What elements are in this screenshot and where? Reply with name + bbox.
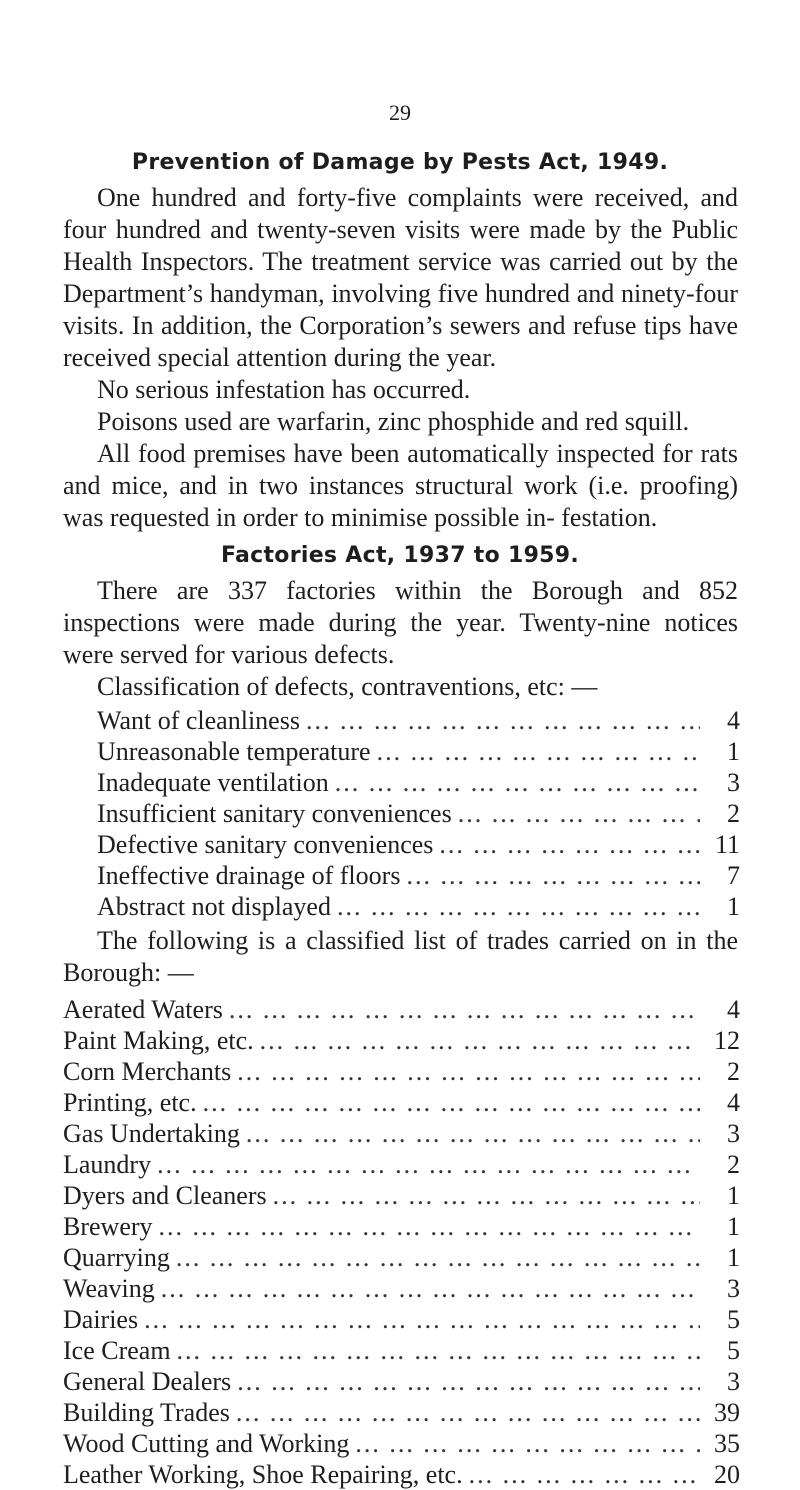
leader-dots	[176, 1242, 700, 1273]
trade-label: Wood Cutting and Working	[63, 1429, 350, 1458]
trade-label: Paint Making, etc.	[63, 1026, 254, 1055]
trade-count: 1	[727, 1212, 740, 1241]
trade-count: 39	[714, 1398, 740, 1427]
list-item	[63, 1180, 740, 1211]
defect-count: 3	[727, 768, 740, 797]
pests-paragraph-complaints: One hundred and forty-five complaints were received, and four hundred and twenty-seven visits were made by the Public Health Inspectors. The treatment service was carried out by the Department’s handyman, involving five hundred and ninety-four visits. In addition, the Corporation’s sewers and refuse tips have received special attention during the year.	[63, 183, 738, 372]
trade-count: 2	[727, 1150, 740, 1179]
leader-dots	[144, 1304, 700, 1335]
list-item	[63, 1459, 740, 1490]
trade-label: Gas Undertaking	[63, 1119, 240, 1148]
defects-list	[97, 705, 740, 922]
list-item	[97, 736, 740, 767]
list-item	[97, 829, 740, 860]
defect-label: Abstract not displayed	[97, 892, 331, 921]
defect-label: Want of cleanliness	[97, 706, 300, 735]
leader-dots	[306, 705, 700, 736]
list-item	[63, 1428, 740, 1459]
trade-label: Aerated Waters	[63, 995, 223, 1024]
trade-count: 5	[727, 1305, 740, 1334]
leader-dots	[439, 829, 700, 860]
leader-dots	[355, 1428, 700, 1459]
trade-count: 4	[727, 995, 740, 1024]
defect-count: 7	[727, 861, 740, 890]
leader-dots	[273, 1180, 700, 1211]
page-number: 29	[389, 100, 411, 125]
trade-label: Leather Working, Shoe Repairing, etc.	[63, 1460, 463, 1489]
leader-dots	[157, 1149, 700, 1180]
list-item	[97, 798, 740, 829]
leader-dots	[161, 1273, 700, 1304]
leader-dots	[159, 1211, 700, 1242]
factories-paragraph-intro: There are 337 factories within the Borough and 852 inspections were made during the year. Twenty-nine notices were served for various defects.	[63, 576, 738, 669]
leader-dots	[203, 1087, 700, 1118]
trade-count: 4	[727, 1088, 740, 1117]
trade-count: 1	[727, 1181, 740, 1210]
defect-count: 1	[727, 892, 740, 921]
pests-paragraph-food-premises: All food premises have been automatically inspected for rats and mice, and in two instances structural work (i.e. proofing) was requested in order to minimise possible in- festation.	[63, 439, 738, 532]
trade-label: Corn Merchants	[63, 1057, 232, 1086]
list-item	[63, 1118, 740, 1149]
trade-label: Weaving	[63, 1274, 155, 1303]
list-item	[63, 1397, 740, 1428]
pests-paragraph-poisons: Poisons used are warfarin, zinc phosphide and red squill.	[97, 407, 690, 436]
defect-count: 11	[714, 830, 740, 859]
leader-dots	[335, 767, 700, 798]
leader-dots	[237, 1366, 700, 1397]
defect-label: Defective sanitary conveniences	[97, 830, 434, 859]
list-item	[63, 1211, 740, 1242]
pests-paragraph-infestation: No serious infestation has occurred.	[97, 375, 471, 404]
list-item	[97, 767, 740, 798]
leader-dots	[377, 736, 700, 767]
trade-label: Dyers and Cleaners	[63, 1181, 267, 1210]
trade-label: Brewery	[63, 1212, 153, 1241]
list-item	[63, 1273, 740, 1304]
list-item	[63, 1242, 740, 1273]
list-item	[63, 1335, 740, 1366]
list-item	[63, 994, 740, 1025]
trade-count: 12	[714, 1026, 740, 1055]
list-item	[63, 1366, 740, 1397]
defect-label: Ineffective drainage of floors	[97, 861, 401, 890]
list-item	[63, 1149, 740, 1180]
trade-count: 1	[727, 1243, 740, 1272]
leader-dots	[406, 860, 700, 891]
list-item	[97, 860, 740, 891]
list-item	[63, 1304, 740, 1335]
trade-label: General Dealers	[63, 1367, 232, 1396]
trade-count: 3	[727, 1367, 740, 1396]
trade-count: 2	[727, 1057, 740, 1086]
leader-dots	[236, 1397, 700, 1428]
leader-dots	[458, 798, 700, 829]
factories-act-heading: Factories Act, 1937 to 1959.	[220, 543, 580, 568]
trade-label: Quarrying	[63, 1243, 170, 1272]
defect-count: 2	[727, 799, 740, 828]
trade-label: Printing, etc.	[63, 1088, 197, 1117]
classification-intro: Classification of defects, contraventions, etc: —	[97, 672, 598, 701]
defect-count: 4	[727, 706, 740, 735]
leader-dots	[469, 1459, 700, 1490]
leader-dots	[260, 1025, 700, 1056]
defect-label: Unreasonable temperature	[97, 737, 371, 766]
leader-dots	[337, 891, 700, 922]
trade-label: Laundry	[63, 1150, 152, 1179]
leader-dots	[246, 1118, 700, 1149]
list-item	[63, 1056, 740, 1087]
trade-count: 35	[714, 1429, 740, 1458]
trade-label: Ice Cream	[63, 1336, 171, 1365]
trade-count: 3	[727, 1119, 740, 1148]
trade-count: 5	[727, 1336, 740, 1365]
trade-count: 20	[714, 1460, 740, 1489]
trades-intro: The following is a classified list of trades carried on in the Borough: —	[63, 926, 738, 987]
leader-dots	[229, 994, 700, 1025]
defect-count: 1	[727, 737, 740, 766]
leader-dots	[237, 1056, 700, 1087]
defect-label: Inadequate ventilation	[97, 768, 329, 797]
leader-dots	[177, 1335, 700, 1366]
list-item	[63, 1025, 740, 1056]
pests-act-heading: Prevention of Damage by Pests Act, 1949.	[131, 150, 669, 175]
defect-label: Insufficient sanitary conveniences	[97, 799, 452, 828]
list-item	[63, 1087, 740, 1118]
trade-label: Building Trades	[63, 1398, 230, 1427]
trade-count: 3	[727, 1274, 740, 1303]
trade-label: Dairies	[63, 1305, 139, 1334]
list-item	[97, 705, 740, 736]
list-item	[97, 891, 740, 922]
trades-list	[63, 994, 740, 1490]
